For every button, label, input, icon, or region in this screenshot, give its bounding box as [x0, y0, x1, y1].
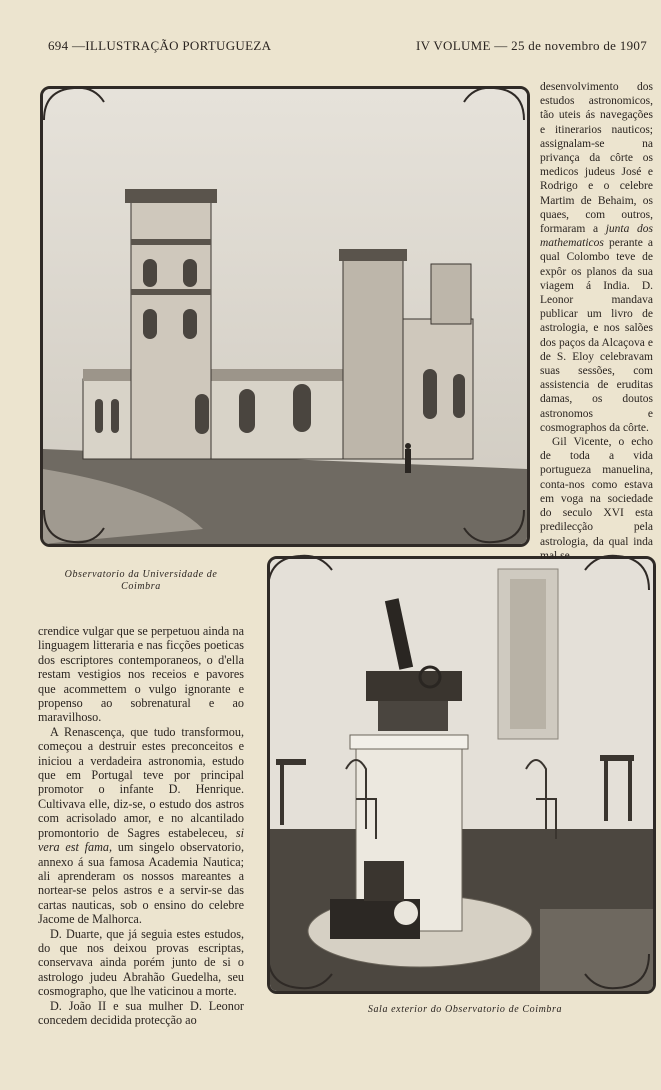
- right-p1-text: desenvolvimento dos estudos astronomicos, tão uteis ás navegações e itinerarios nauticos; assignalam-se na privança da côrte os medicos judeus José e Rodrigo e o celebre Martim de Behaim, os quaes, com outros, formaram a: [540, 81, 653, 236]
- left-paragraph-1: crendice vulgar que se perpetuou ainda na linguagem litteraria e nas ficções poeticas dos escriptores contemporaneos, o d'ella restam vestigios nos receios e pavores que acommettem o vulgo ignorante e propenso ao sobrenatural e ao maravilhoso.: [38, 624, 244, 725]
- left-paragraph-4: D. João II e sua mulher D. Leonor concedem decidida protecção ao: [38, 998, 244, 1027]
- header-left: 694 —ILLUSTRAÇÃO PORTUGUEZA: [48, 38, 272, 53]
- caption-observatory: Observatorio da Universidade de Coimbra: [64, 569, 218, 592]
- page-header: [48, 38, 647, 58]
- header-right: IV VOLUME — 25 de novembro de 1907: [415, 38, 647, 53]
- right-p1-end: perante a qual Colombo teve de expôr os planos da sua viagem á India. D. Leonor mandava publicar um livro de astrologia, e nos salões dos paços da Alcaçova e de S. Eloy celebravam suas sessões, com assistencia de eruditas damas, os doutos astronomos e cosmographos da côrte.: [540, 237, 653, 434]
- left-paragraph-3: D. Duarte, que já seguia estes estudos, do que nos deixou provas escriptas, conservava ainda porém junto de si o astrologo judeu Abrahão Guedelha, seu cosmographo, que lhe vaticinou a morte.: [38, 926, 244, 999]
- caption-telescope-room: Sala exterior do Observatorio de Coimbra: [367, 1004, 563, 1015]
- left-p2-end: um singelo observatorio, annexo á sua famosa Academia Nautica; ali aprenderam os nossos mareantes a nortear-se pelos astros e a servir-se das cartas nauticas, sob o ensino do celebre Jacome de Malhorca.: [38, 840, 245, 927]
- frame-ornament-icon: [34, 80, 534, 550]
- right-column-text: [540, 80, 653, 563]
- right-p1-italic: junta dos mathematicos: [540, 223, 653, 250]
- left-p2-start: A Renascença, que tudo transformou, começou a destruir estes preconceitos e iniciou a verdadeira astronomia, estudo que em Portugal teve por principal promotor o infante D. Henrique. Cultivava elle, diz-se, o estudo dos astros com acrisolado amor, e no alcantilado promontorio de Sagres estabeleceu,: [38, 724, 244, 840]
- right-paragraph-1: [540, 80, 653, 435]
- left-column-text: [38, 624, 244, 1027]
- left-paragraph-2: [38, 725, 244, 927]
- frame-ornament-lower-icon: [262, 550, 655, 994]
- right-paragraph-2: Gil Vicente, o echo de toda a vida portugueza manuelina, conta-nos como estava em voga na sociedade do seculo XVI esta predilecção pela astrologia, da qual inda mal se: [540, 436, 653, 562]
- left-p2-italic: si vera est fama,: [38, 825, 244, 855]
